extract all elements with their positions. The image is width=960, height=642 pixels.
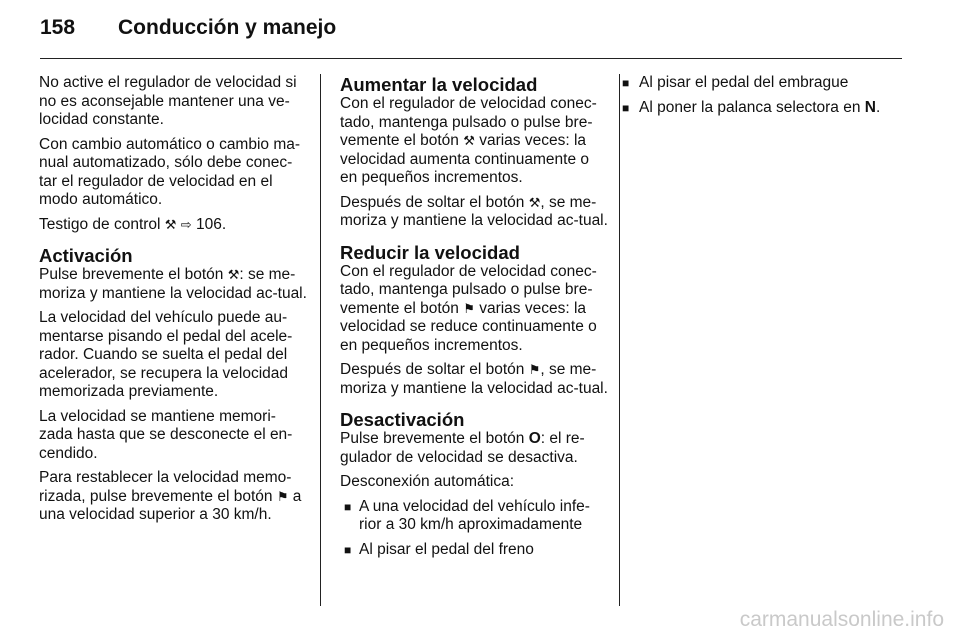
watermark: carmanualsonline.info (739, 608, 944, 631)
text: Después de soltar el botón (340, 361, 529, 378)
list-item-text: A una velocidad del vehículo infe-rior a 30 km/h aproximadamente (359, 497, 590, 533)
paragraph (340, 430, 608, 467)
text: Testigo de control (39, 215, 165, 233)
heading-deactivation: Desactivación (340, 409, 465, 430)
text: : se me-moriza y mantiene la velocidad ac-tual. (39, 266, 307, 302)
bullet-list (340, 498, 608, 560)
heading-reduce-speed: Reducir la velocidad (340, 241, 520, 263)
column-3 (622, 74, 912, 123)
bullet-icon: ■ (344, 542, 352, 557)
text: : el re-gulador de velocidad se desactiva. (340, 430, 585, 466)
paragraph: No active el regulador de velocidad si no es aconsejable mantener una ve-locidad constante. (39, 74, 297, 128)
paragraph (340, 361, 608, 398)
list-item (622, 99, 912, 118)
bullet-icon: ■ (622, 100, 630, 115)
text: varias veces: la velocidad se reduce continuamente o en pequeños incrementos. (340, 299, 597, 354)
cruise-set-icon: ⚑ (463, 300, 475, 316)
paragraph: Desconexión automática: (340, 473, 515, 490)
column-1 (39, 74, 307, 531)
text: Para restablecer la velocidad memo-rizada, pulse brevemente el botón (39, 469, 292, 505)
heading-increase-speed: Aumentar la velocidad (340, 74, 538, 95)
column-divider-1 (320, 74, 321, 606)
bullet-icon: ■ (622, 76, 630, 90)
paragraph: La velocidad del vehículo puede au-mentarse pisando el pedal del acele-rador. Cuando se suelta el pedal del acelerador, se recupera la velocidad memorizada previamente. (39, 309, 293, 400)
paragraph (39, 469, 307, 525)
paragraph: Con cambio automático o cambio ma-nual automatizado, sólo debe conec-tar el regulador de velocidad en el modo automático. (39, 135, 301, 208)
bullet-icon: ■ (344, 499, 352, 514)
list-item (622, 74, 912, 93)
cruise-set-icon: ⚑ (276, 488, 289, 504)
paragraph: La velocidad se mantiene memori-zada hasta que se desconecte el en-cendido. (39, 407, 293, 462)
cruise-off-icon: O (528, 430, 541, 447)
header-rule (40, 58, 902, 59)
list-item-text: Al pisar el pedal del freno (359, 540, 534, 558)
column-2 (340, 74, 608, 565)
paragraph (39, 266, 307, 303)
text: 106. (191, 215, 227, 233)
text: a una velocidad superior a 30 km/h. (39, 487, 302, 523)
text: varias veces: la velocidad aumenta continuamente o en pequeños incrementos. (340, 132, 590, 186)
cruise-resume-icon: ⚒ (164, 216, 177, 232)
column-divider-2 (619, 74, 620, 606)
paragraph (340, 95, 608, 188)
text: Pulse brevemente el botón (340, 430, 529, 447)
cruise-resume-icon: ⚒ (528, 194, 541, 210)
list-item-text: Al pisar el pedal del embrague (639, 74, 849, 91)
list-item (344, 541, 608, 560)
list-item (344, 498, 608, 535)
text: . (875, 98, 881, 116)
text: Con el regulador de velocidad conec-tado, mantenga pulsado o pulse bre-vemente el botón (340, 95, 597, 149)
paragraph (340, 194, 608, 231)
text: , se me-moriza y mantiene la velocidad ac-tual. (340, 361, 608, 397)
gear-position-n: N (864, 98, 876, 116)
cruise-set-icon: ⚑ (528, 362, 541, 377)
text: , se me-moriza y mantiene la velocidad ac-tual. (340, 193, 608, 229)
cruise-resume-icon: ⚒ (463, 133, 475, 148)
cruise-resume-icon: ⚒ (227, 267, 240, 282)
page-title: Conducción y manejo (118, 16, 337, 39)
text: Con el regulador de velocidad conec-tado, mantenga pulsado o pulse bre-vemente el botón (340, 262, 597, 317)
paragraph-control-light (39, 216, 307, 235)
paragraph (340, 263, 608, 356)
text: Pulse brevemente el botón (39, 266, 228, 283)
heading-activation: Activación (39, 245, 133, 266)
text: Después de soltar el botón (340, 193, 529, 211)
page-reference-icon: ⇨ (180, 216, 192, 232)
list-item-text: Al poner la palanca selectora en (639, 98, 865, 116)
page-number: 158 (40, 16, 76, 39)
